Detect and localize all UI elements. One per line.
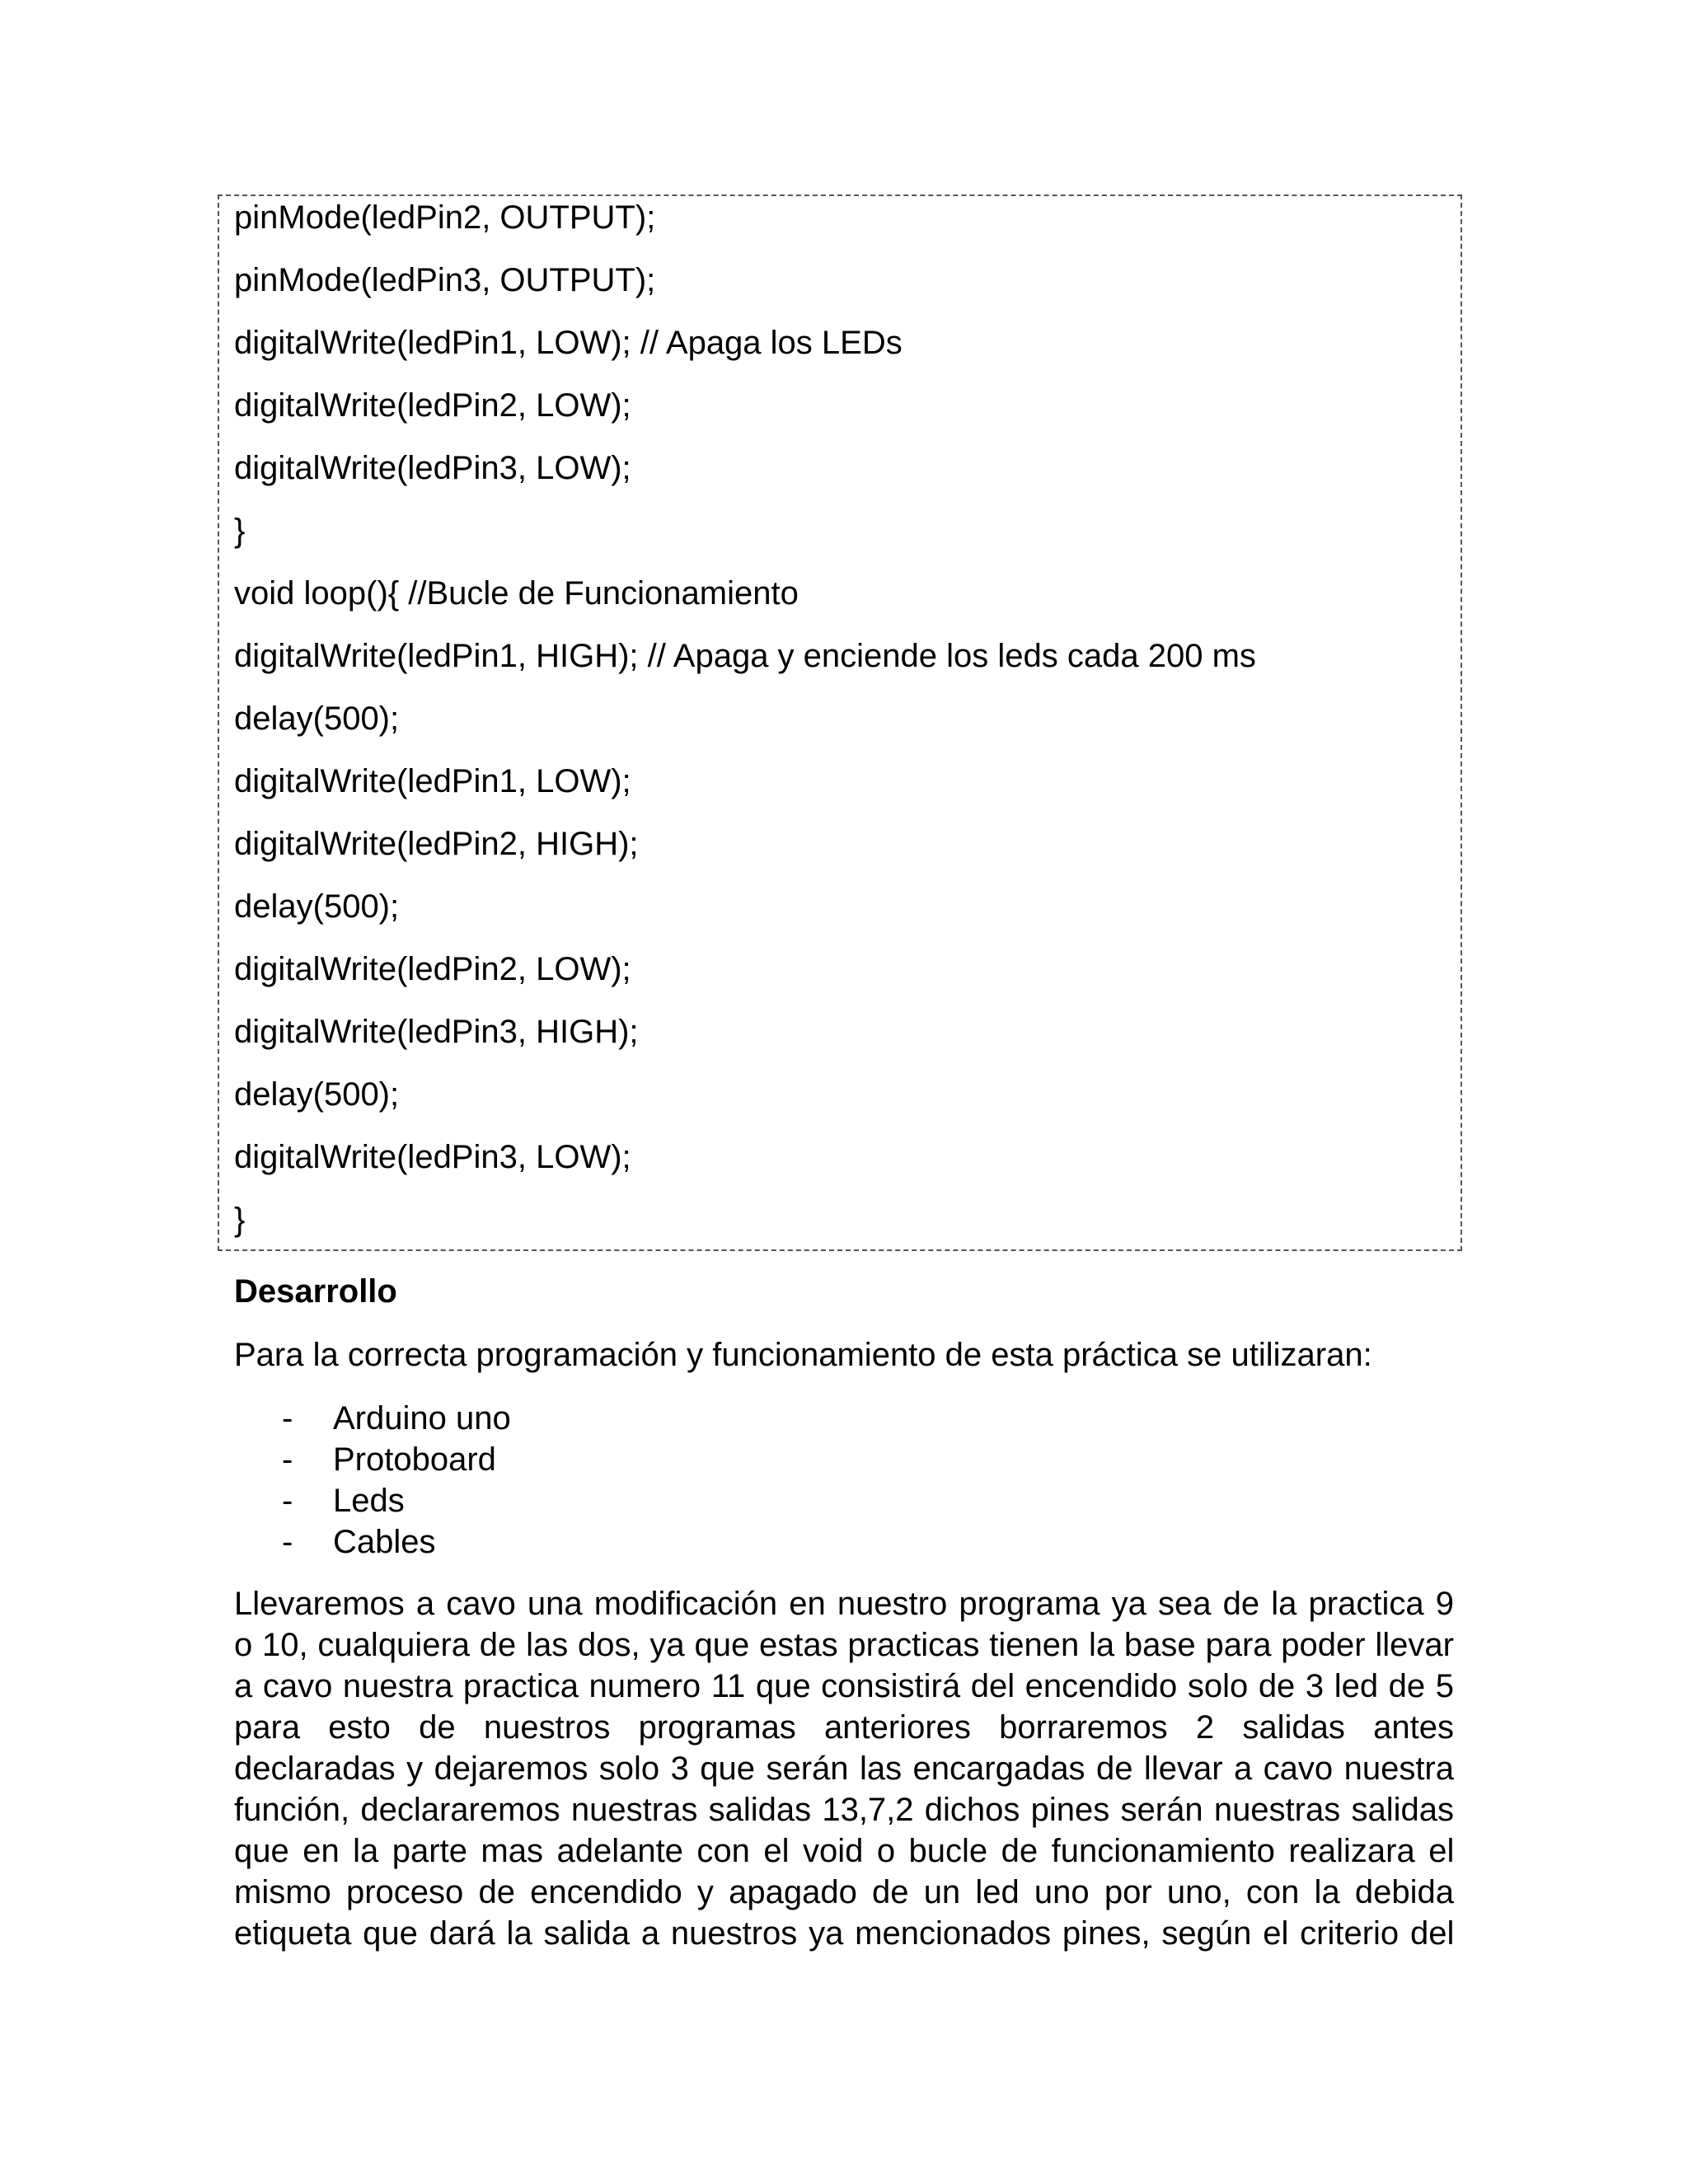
- bullet-dash: -: [282, 1524, 293, 1560]
- code-line: digitalWrite(ledPin3, LOW);: [234, 1139, 631, 1175]
- paragraph-line: declaradas y dejaremos solo 3 que serán las encargadas de llevar a cavo nuestra: [234, 1750, 1454, 1787]
- intro-text: Para la correcta programación y funcionamiento de esta práctica se utilizaran:: [234, 1337, 1372, 1373]
- code-line: digitalWrite(ledPin1, LOW);: [234, 763, 631, 799]
- code-line: pinMode(ledPin2, OUTPUT);: [234, 199, 656, 236]
- paragraph-line: que en la parte mas adelante con el void o bucle de funcionamiento realizara el: [234, 1833, 1455, 1869]
- paragraph-line: a cavo nuestra practica numero 11 que consistirá del encendido solo de 3 led de 5: [234, 1668, 1454, 1704]
- code-line: delay(500);: [234, 1076, 400, 1113]
- code-line: digitalWrite(ledPin2, LOW);: [234, 387, 631, 424]
- paragraph-line: mismo proceso de encendido y apagado de un led uno por uno, con la debida: [234, 1874, 1454, 1910]
- paragraph-line: etiqueta que dará la salida a nuestros ya mencionados pines, según el criterio del: [234, 1915, 1455, 1952]
- paragraph-line: para esto de nuestros programas anteriores borraremos 2 salidas antes: [234, 1709, 1454, 1746]
- bullet-dash: -: [282, 1441, 293, 1478]
- code-line: pinMode(ledPin3, OUTPUT);: [234, 262, 656, 298]
- bullet-dash: -: [282, 1483, 293, 1519]
- list-item-label: Protoboard: [333, 1441, 496, 1478]
- paragraph-line: función, declararemos nuestras salidas 13,7,2 dichos pines serán nuestras salidas: [234, 1792, 1454, 1828]
- code-line: digitalWrite(ledPin3, LOW);: [234, 450, 631, 486]
- list-item-label: Cables: [333, 1524, 436, 1560]
- code-line: digitalWrite(ledPin3, HIGH);: [234, 1014, 639, 1050]
- paragraph-line: o 10, cualquiera de las dos, ya que estas practicas tienen la base para poder llevar: [234, 1627, 1454, 1663]
- list-item-label: Arduino uno: [333, 1400, 511, 1436]
- list-item-label: Leds: [333, 1483, 405, 1519]
- code-line: digitalWrite(ledPin1, LOW); // Apaga los LEDs: [234, 325, 903, 361]
- bullet-dash: -: [282, 1400, 293, 1436]
- code-line: delay(500);: [234, 888, 400, 925]
- code-line: }: [234, 1202, 246, 1238]
- code-line: digitalWrite(ledPin2, HIGH);: [234, 826, 639, 862]
- code-line: digitalWrite(ledPin2, LOW);: [234, 951, 631, 987]
- paragraph-line: Llevaremos a cavo una modificación en nuestro programa ya sea de la practica 9: [234, 1586, 1454, 1622]
- code-line: }: [234, 513, 246, 549]
- section-heading: Desarrollo: [234, 1273, 397, 1310]
- code-line: digitalWrite(ledPin1, HIGH); // Apaga y enciende los leds cada 200 ms: [234, 638, 1256, 674]
- code-line: delay(500);: [234, 701, 400, 737]
- code-line: void loop(){ //Bucle de Funcionamiento: [234, 575, 799, 612]
